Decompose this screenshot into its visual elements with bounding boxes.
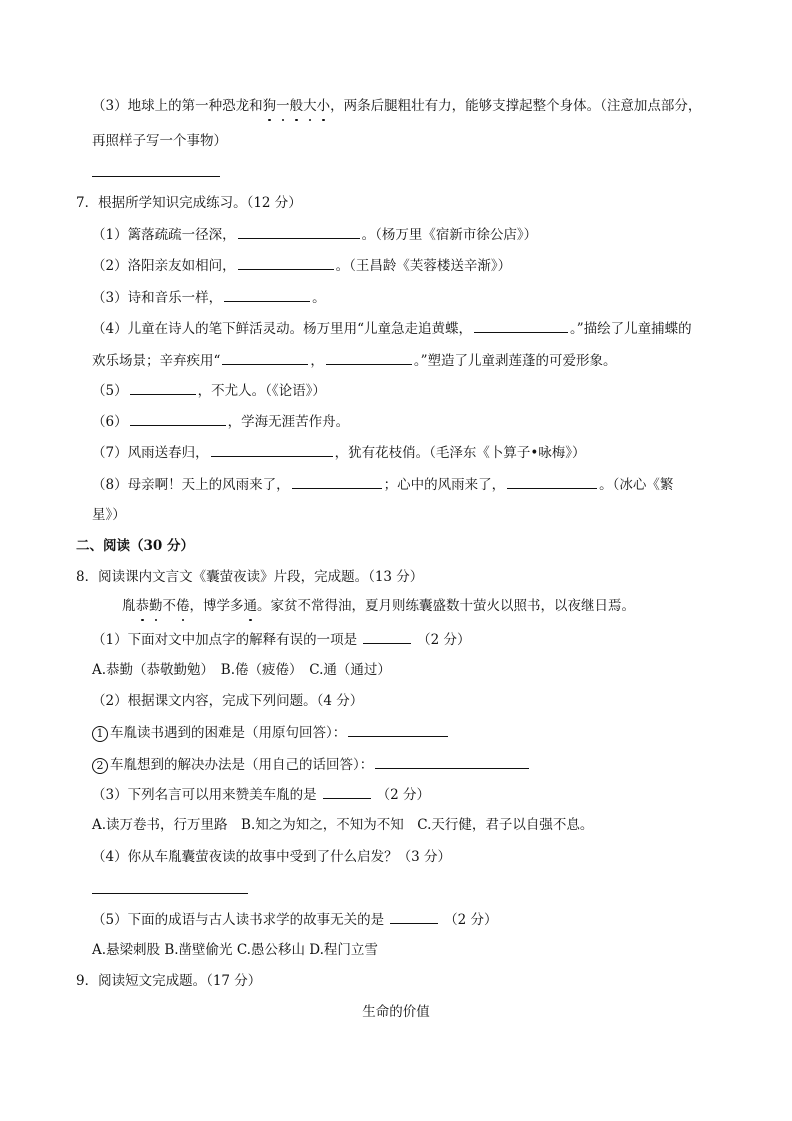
q7-item4-line1: （4）儿童在诗人的笔下鲜活灵动。杨万里用“儿童急走追黄蝶， 。”描绘了儿童捕蝶的 [92, 318, 692, 339]
answer-line[interactable] [92, 176, 220, 177]
q7-item6: （6） ，学海无涯苦作舟。 [92, 411, 349, 432]
fill-blank[interactable] [130, 411, 226, 426]
emphasis-char: 恭 [135, 598, 149, 614]
q6-part3-line2: 再照样子写一个事物） [92, 133, 227, 149]
emphasis-char: 狗 [262, 98, 277, 114]
q7-item8-line1: （8）母亲啊！天上的风雨来了， ；心中的风雨来了， 。（冰心《繁 [92, 474, 673, 495]
q8-sub5: （5）下面的成语与古人读书求学的故事无关的是 （2 分） [92, 909, 497, 930]
fill-blank[interactable] [390, 909, 438, 924]
q8-title: 8．阅读课内文言文《囊萤夜读》片段，完成题。（13 分） [76, 569, 424, 585]
q7-item3: （3）诗和音乐一样， 。 [92, 287, 326, 308]
fill-blank[interactable] [323, 784, 371, 799]
fill-blank[interactable] [224, 287, 310, 302]
q8-sub3: （3）下列名言可以用来赞美车胤的是 （2 分） [92, 784, 430, 805]
q8-sub5-options: A.悬梁刺股 B.凿壁偷光 C.愚公移山 D.程门立雪 [92, 942, 378, 958]
q7-title: 7．根据所学知识完成练习。（12 分） [76, 195, 302, 211]
fill-blank[interactable] [507, 474, 597, 489]
fill-blank[interactable] [130, 380, 196, 395]
q8-sub1-options: A.恭勤（恭敬勤勉） B.倦（疲倦） C.通（通过） [92, 662, 391, 678]
q8-sub2-item1: 1 车胤读书遇到的困难是（用原句回答）： [92, 722, 450, 743]
circled-number: 1 [92, 726, 108, 742]
fill-blank[interactable] [348, 722, 448, 737]
article-title: 生命的价值 [362, 1004, 430, 1020]
q7-item7: （7）风雨送春归， ，犹有花枝俏。（毛泽东《卜算子•咏梅》） [92, 442, 586, 463]
fill-blank[interactable] [474, 318, 568, 333]
q7-item4-line2: 欢乐场景；辛弃疾用“ ， 。”塑造了儿童剥莲蓬的可爱形象。 [92, 350, 617, 371]
q7-item2: （2）洛阳亲友如相问， 。（王昌龄《芙蓉楼送辛渐》） [92, 255, 511, 276]
emphasis-char: 通 [243, 598, 257, 614]
emphasis-char: 般 [289, 98, 304, 114]
emphasis-char: 大 [303, 98, 317, 114]
emphasis-char: 小 [316, 98, 331, 114]
q8-sub1: （1）下面对文中加点字的解释有误的一项是 （2 分） [92, 629, 470, 650]
section-title: 二、阅读（30 分） [76, 538, 194, 554]
q7-item5: （5） ，不尤人。（《论语》） [92, 380, 326, 401]
fill-blank[interactable] [211, 442, 333, 457]
fill-blank[interactable] [222, 350, 308, 365]
q8-sub2: （2）根据课文内容，完成下列问题。（4 分） [92, 693, 364, 709]
q8-sub4: （4）你从车胤囊萤夜读的故事中受到了什么启发？（3 分） [92, 849, 451, 865]
fill-blank[interactable] [375, 754, 529, 769]
fill-blank[interactable] [326, 350, 412, 365]
fill-blank[interactable] [238, 255, 334, 270]
fill-blank[interactable] [363, 629, 411, 644]
q7-item8-line2: 星》） [92, 507, 126, 523]
q6-part3-line1: （3）地球上的第一种恐龙和狗一般大小，两条后腿粗壮有力，能够支撑起整个身体。（注意加点部分， [92, 98, 702, 114]
q8-sub3-options: A.读万卷书，行万里路 B.知之为知之，不知为不知 C.天行健，君子以自强不息。 [92, 817, 594, 833]
fill-blank[interactable] [292, 474, 382, 489]
emphasis-char: 一 [276, 98, 290, 114]
circled-number: 2 [92, 758, 108, 774]
answer-line[interactable] [92, 893, 248, 894]
q8-passage: 胤恭勤不倦，博学多通。家贫不常得油，夏月则练囊盛数十萤火以照书，以夜继日焉。 [122, 598, 635, 614]
emphasis-char: 勤 [149, 598, 163, 614]
q9-title: 9．阅读短文完成题。（17 分） [76, 973, 262, 989]
q8-sub2-item2: 2 车胤想到的解决办法是（用自己的话回答）： [92, 754, 531, 775]
q7-item1: （1）篱落疏疏一径深， 。（杨万里《宿新市徐公店》） [92, 224, 537, 245]
emphasis-char: 倦 [176, 598, 190, 614]
fill-blank[interactable] [238, 224, 360, 239]
